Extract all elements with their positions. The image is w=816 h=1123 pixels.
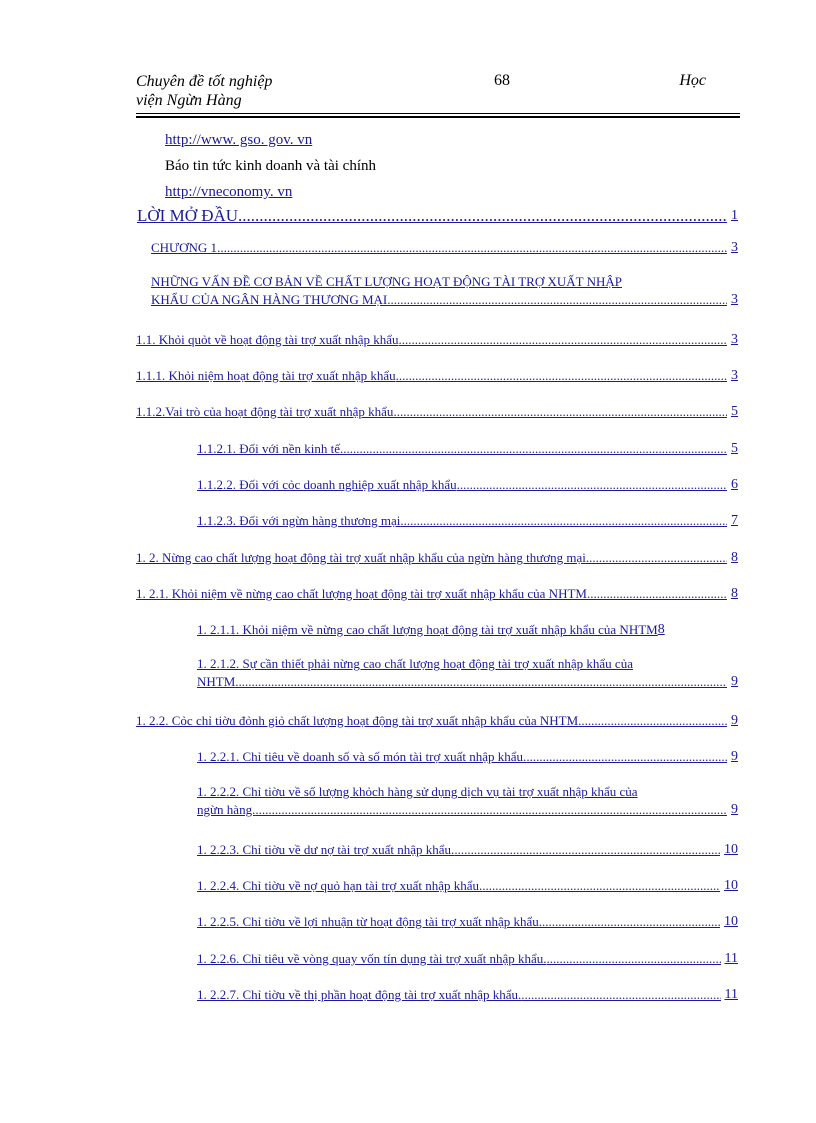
toc-title: 1. 2.1.1. Khỏi niệm về nừng cao chất lượng hoạt động tài trợ xuất nhập khẩu của NHTM <box>197 622 658 637</box>
toc-page: 3 <box>731 368 738 383</box>
toc-entry[interactable] <box>136 712 738 730</box>
toc-page: 3 <box>731 292 738 307</box>
toc-entry[interactable] <box>136 367 738 385</box>
toc-title: 1.1.1. Khỏi niệm hoạt động tài trợ xuất nhập khẩu <box>136 368 396 383</box>
toc-leader <box>547 950 721 968</box>
toc-page: 9 <box>731 749 738 764</box>
toc-leader <box>387 291 727 309</box>
toc-page: 11 <box>724 987 738 1002</box>
toc-page: 10 <box>724 914 738 929</box>
toc-leader <box>393 403 727 421</box>
toc-title: 1. 2.2.7. Chỉ tiờu về thị phần hoạt động tài trợ xuất nhập khẩu. <box>197 987 522 1002</box>
toc-title-cont: ngừn hàng. <box>197 802 256 817</box>
toc-entry[interactable] <box>197 913 738 931</box>
toc-leader <box>482 877 720 895</box>
toc-leader <box>454 841 720 859</box>
toc-leader <box>340 440 727 458</box>
header-rule <box>136 113 740 114</box>
toc-title: 1. 2. Nừng cao chất lượng hoạt động tài trợ xuất nhập khẩu của ngừn hàng thương mại <box>136 550 586 565</box>
toc-entry[interactable] <box>197 877 738 895</box>
toc-title: 1. 2.2.3. Chỉ tiờu về dư nợ tài trợ xuất nhập khẩu. <box>197 842 455 857</box>
toc-page: 8 <box>657 622 665 637</box>
toc-page: 5 <box>731 441 738 456</box>
toc-title: 1. 2.2.4. Chỉ tiờu về nợ quỏ hạn tài trợ xuất nhập khẩu. <box>197 878 483 893</box>
toc-leader <box>217 239 727 257</box>
toc-leader <box>587 585 727 603</box>
toc-title: 1. 2.1.2. Sự cần thiết phải nừng cao chất lượng hoạt động tài trợ xuất nhập khẩu của <box>197 656 633 671</box>
toc-leader <box>255 801 727 819</box>
toc-leader <box>521 986 720 1004</box>
toc-entry[interactable] <box>151 239 738 257</box>
reference-link[interactable]: http://vneconomy. vn <box>165 184 293 200</box>
toc-leader <box>586 549 727 567</box>
toc-page: 3 <box>731 240 738 255</box>
toc-leader <box>578 712 727 730</box>
toc-title: CHƯƠNG 1 <box>151 240 218 255</box>
reference-link[interactable]: http://www. gso. gov. vn <box>165 132 313 148</box>
toc-page: 9 <box>731 802 738 817</box>
reference-list <box>165 131 376 209</box>
toc-page: 8 <box>731 550 738 565</box>
toc-page: 9 <box>731 674 738 689</box>
toc-entry[interactable] <box>136 549 738 567</box>
toc-page: 3 <box>731 332 738 347</box>
header-left-line2: viện Ngừn Hàng <box>136 92 242 109</box>
toc-leader <box>238 207 727 225</box>
header-right: Học <box>679 72 706 89</box>
toc-page: 5 <box>731 404 738 419</box>
toc-entry[interactable] <box>136 403 738 421</box>
toc-entry[interactable] <box>151 273 738 309</box>
toc-page: 7 <box>731 513 738 528</box>
toc-leader <box>400 512 727 530</box>
header-left <box>136 72 272 110</box>
toc-entry[interactable] <box>197 621 738 639</box>
toc-title-cont: KHẨU CỦA NGÂN HÀNG THƯƠNG MẠI <box>151 292 388 307</box>
toc-entry[interactable] <box>197 986 738 1004</box>
toc-leader <box>457 476 727 494</box>
header-rule-thick <box>136 116 740 118</box>
toc-entry[interactable] <box>136 331 738 349</box>
toc-page: 10 <box>724 842 738 857</box>
toc-title: 1.1.2.1. Đối với nền kinh tế <box>197 441 340 456</box>
page-header <box>136 72 740 112</box>
toc-page: 6 <box>731 477 738 492</box>
toc-leader <box>235 673 727 691</box>
toc-page: 11 <box>724 951 738 966</box>
toc-title: 1.1.2.2. Đối với cỏc doanh nghiệp xuất nhập khẩu <box>197 477 457 492</box>
reference-text: Báo tin tức kinh doanh và tài chính <box>165 158 377 174</box>
toc-entry[interactable] <box>197 950 738 968</box>
header-page-number: 68 <box>494 72 510 89</box>
toc-entry[interactable] <box>197 841 738 859</box>
toc-title: LỜI MỞ ĐẦU <box>137 206 239 225</box>
toc-leader <box>542 913 720 931</box>
toc-title: NHỮNG VẤN ĐỀ CƠ BẢN VỀ CHẤT LƯỢNG HOẠT ĐỘNG TÀI TRỢ XUẤT NHẬP <box>151 274 622 289</box>
toc-page: 8 <box>731 586 738 601</box>
toc-leader <box>396 367 727 385</box>
toc-title: 1. 2.2. Cỏc chỉ tiờu đỏnh giỏ chất lượng hoạt động tài trợ xuất nhập khẩu của NHTM <box>136 713 579 728</box>
toc-leader <box>526 748 727 766</box>
toc-entry[interactable] <box>136 585 738 603</box>
toc-entry[interactable] <box>197 748 738 766</box>
toc-entry[interactable] <box>197 512 738 530</box>
toc-page: 1 <box>731 208 738 223</box>
toc-title: 1. 2.2.5. Chỉ tiờu về lợi nhuận từ hoạt động tài trợ xuất nhập khẩu. <box>197 914 543 929</box>
toc-title: 1. 2.2.2. Chỉ tiờu về số lượng khỏch hàng sử dụng dịch vụ tài trợ xuất nhập khẩu của <box>197 784 638 799</box>
toc-entry[interactable] <box>197 476 738 494</box>
toc-entry[interactable] <box>137 207 738 225</box>
toc-leader <box>399 331 728 349</box>
toc-title: 1.1.2.3. Đối với ngừn hàng thương mại <box>197 513 401 528</box>
header-left-line1: Chuyên đề tốt nghiệp <box>136 73 273 90</box>
toc-page: 9 <box>731 713 738 728</box>
toc-title: 1. 2.2.1. Chỉ tiêu về doanh số và số món tài trợ xuất nhập khẩu. <box>197 749 527 764</box>
toc-entry[interactable] <box>197 655 738 691</box>
toc-title-cont: NHTM <box>197 674 236 689</box>
toc-title: 1. 2.1. Khỏi niệm về nừng cao chất lượng hoạt động tài trợ xuất nhập khẩu của NHTM <box>136 586 587 601</box>
toc-entry[interactable] <box>197 440 738 458</box>
toc-page: 10 <box>724 878 738 893</box>
toc-entry[interactable] <box>197 783 738 819</box>
toc-title: 1.1. Khỏi quỏt về hoạt động tài trợ xuất nhập khẩu <box>136 332 399 347</box>
toc-title: 1.1.2.Vai trò của hoạt động tài trợ xuất nhập khẩu <box>136 404 394 419</box>
toc-title: 1. 2.2.6. Chỉ tiêu về vòng quay vốn tín dụng tài trợ xuất nhập khẩu. <box>197 951 547 966</box>
